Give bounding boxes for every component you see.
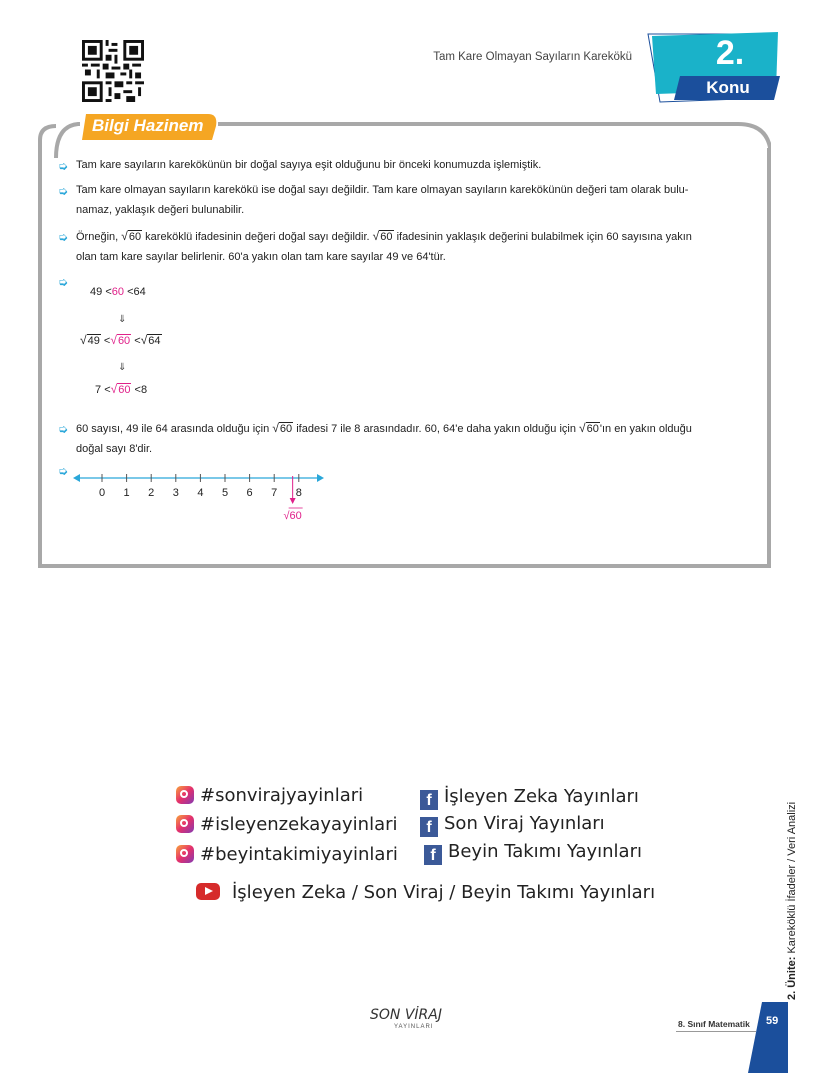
unit-prefix: 2. Ünite: <box>786 956 798 1000</box>
inequality-result <box>95 382 147 396</box>
less-than: < <box>105 286 112 298</box>
facebook-page: Son Viraj Yayınları <box>444 813 605 834</box>
less-than: < <box>127 286 134 298</box>
conclusion-line-1 <box>76 418 758 439</box>
number-line <box>70 468 330 528</box>
facebook-icon: f <box>420 790 438 810</box>
inequality-roots <box>80 333 162 347</box>
sqrt-expression: √60 <box>579 421 599 435</box>
book-label: 8. Sınıf Matematik <box>678 1019 750 1029</box>
facebook-page: Beyin Takımı Yayınları <box>448 841 642 862</box>
instagram-row-3[interactable] <box>176 844 398 865</box>
facebook-row-3[interactable] <box>424 841 642 865</box>
instagram-icon <box>176 845 194 863</box>
down-arrow-icon: ⇓ <box>118 314 127 325</box>
paragraph-conclusion <box>58 418 758 459</box>
bullet-arrow-icon: ➭ <box>58 159 69 173</box>
unit-side-label <box>786 802 798 1000</box>
value-60: 60 <box>111 286 124 298</box>
value-64: 64 <box>133 286 146 298</box>
conclusion-line-2: doğal sayı 8'dir. <box>76 443 153 455</box>
unit-title: Kareköklü İfadeler / Veri Analizi <box>786 801 798 954</box>
topic-title: Tam Kare Olmayan Sayıların Karekökü <box>433 51 632 63</box>
publisher-logo-sub: YAYINLARI <box>394 1024 434 1030</box>
radicand: 60 <box>279 423 293 435</box>
value-7: 7 <box>95 384 102 396</box>
value-49: 49 <box>90 286 103 298</box>
sqrt60-marker-label: √60 <box>283 510 302 522</box>
down-arrow-icon: ⇓ <box>118 362 127 373</box>
konu-label: Konu <box>706 78 750 97</box>
tick-label: 5 <box>221 487 229 499</box>
tick-label: 2 <box>148 487 155 499</box>
tick-label: 8 <box>295 487 302 499</box>
facebook-icon: f <box>420 817 438 837</box>
radicand: 60 <box>118 384 131 396</box>
tick-label: 4 <box>197 487 204 499</box>
instagram-handle: #isleyenzekayayinlari <box>200 814 398 835</box>
bullet-arrow-icon: ➭ <box>58 275 69 289</box>
instagram-row-2[interactable] <box>176 814 398 835</box>
radicand: 49 <box>87 335 100 347</box>
instagram-icon <box>176 815 194 833</box>
radicand: 60 <box>117 335 131 347</box>
publisher-logo: SON VİRAJ <box>370 1007 442 1023</box>
radicand: 60 <box>586 423 599 435</box>
less-than: < <box>134 335 141 347</box>
bullet-arrow-icon: ➭ <box>58 464 69 478</box>
instagram-handle: #sonvirajyayinlari <box>200 785 364 806</box>
bullet-arrow-icon: ➭ <box>58 230 69 244</box>
example-mid-1: kareköklü ifadesinin değeri doğal sayı değildir. <box>145 231 370 243</box>
paragraph-2 <box>58 180 758 220</box>
instagram-handle: #beyintakimiyayinlari <box>200 844 398 865</box>
paragraph-example <box>58 226 758 267</box>
youtube-icon <box>196 883 220 900</box>
inequality-squares <box>90 286 146 298</box>
paragraph-text: Tam kare olmayan sayıların karekökü ise doğal sayı değildir. Tam kare olmayan sayıların karekökünün değeri tam olarak bulu- <box>76 184 689 196</box>
sqrt-expression: √60 <box>110 333 131 347</box>
conclusion-part-2: ifadesi 7 ile 8 arasındadır. 60, 64'e daha yakın olduğu için <box>296 423 576 435</box>
example-mid-2: ifadesinin yaklaşık değerini bulabilmek için 60 sayısına yakın <box>396 231 692 243</box>
facebook-row-2[interactable] <box>420 813 605 837</box>
bullet-arrow-icon: ➭ <box>58 184 69 198</box>
sqrt60-marker-arrowhead <box>290 498 296 504</box>
radicand: 60 <box>380 231 393 243</box>
page-number: 59 <box>766 1015 779 1027</box>
bullet-arrow-icon: ➭ <box>58 422 69 436</box>
radicand: 60 <box>128 231 142 243</box>
conclusion-part-1: 60 sayısı, 49 ile 64 arasında olduğu için <box>76 423 270 435</box>
sqrt-expression: √60 <box>372 229 393 243</box>
tick-label: 1 <box>123 487 130 499</box>
example-line-2: olan tam kare sayılar belirlenir. 60'a yakın olan tam kare sayılar 49 ve 64'tür. <box>76 251 446 263</box>
page-number-strip <box>748 1002 788 1073</box>
tick-label: 3 <box>172 487 179 499</box>
sqrt-expression: √49 <box>80 333 100 347</box>
paragraph-1 <box>58 155 758 175</box>
left-arrowhead <box>73 474 80 482</box>
facebook-row-1[interactable] <box>420 786 639 810</box>
right-arrowhead <box>317 474 324 482</box>
sqrt-expression: √60 <box>272 421 293 435</box>
radicand: 64 <box>148 335 161 347</box>
youtube-row[interactable] <box>196 882 655 903</box>
konu-number: 2. <box>715 34 745 72</box>
paragraph-text: Tam kare sayıların karekökünün bir doğal sayıya eşit olduğunu bir önceki konumuzda işlemiştik. <box>76 159 542 171</box>
instagram-row-1[interactable] <box>176 785 363 806</box>
value-8: 8 <box>140 384 148 396</box>
example-line-1 <box>76 226 758 247</box>
youtube-channel: İşleyen Zeka / Son Viraj / Beyin Takımı Yayınları <box>232 882 656 903</box>
conclusion-part-3: 'ın en yakın olduğu <box>599 423 692 435</box>
tick-label: 6 <box>246 487 253 499</box>
sqrt-expression: √60 <box>110 382 131 396</box>
example-prefix: Örneğin, <box>76 231 119 243</box>
section-tab-label: Bilgi Hazinem <box>92 116 204 135</box>
sqrt-expression: √64 <box>140 333 161 347</box>
less-than: < <box>104 384 111 396</box>
facebook-icon: f <box>424 845 442 865</box>
tick-label: 7 <box>271 487 278 499</box>
tick-label: 0 <box>98 487 106 499</box>
less-than: < <box>134 384 141 396</box>
facebook-page: İşleyen Zeka Yayınları <box>444 786 639 807</box>
less-than: < <box>103 335 111 347</box>
paragraph-text: namaz, yaklaşık değeri bulunabilir. <box>76 204 245 216</box>
footer-rule <box>676 1031 756 1033</box>
instagram-icon <box>176 786 194 804</box>
qr-code <box>82 40 144 102</box>
sqrt-expression: √60 <box>121 229 142 243</box>
